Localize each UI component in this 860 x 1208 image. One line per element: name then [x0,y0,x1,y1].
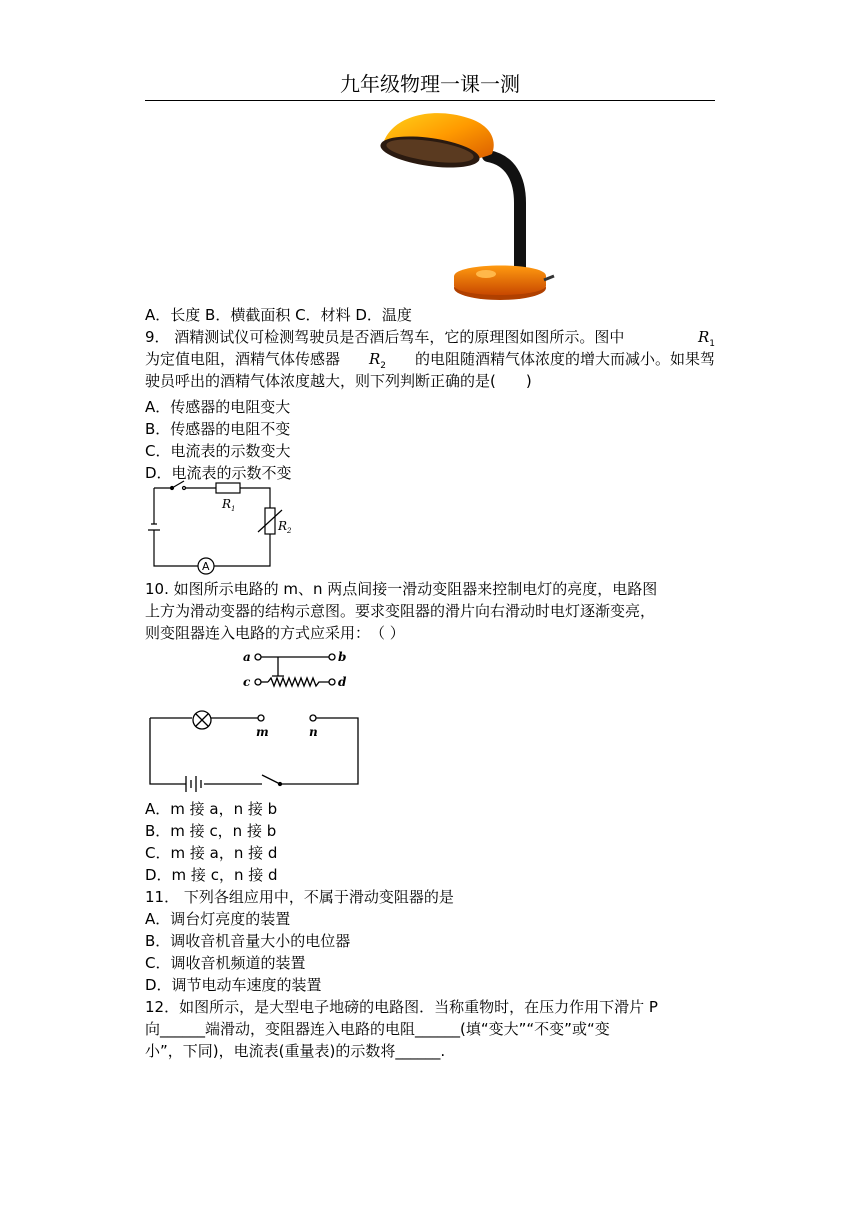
r1-resistor [216,483,240,493]
q11-option-b: B．调收音机音量大小的电位器 [145,932,351,950]
q10-option-d: D．m 接 c，n 接 d [145,866,278,884]
q9-stem-line3: 驶员呼出的酒精气体浓度越大，则下列判断正确的是( ) [145,372,532,390]
q10-stem-line1: 10. 如图所示电路的 m、n 两点间接一滑动变阻器来控制电灯的亮度，电路图 [145,580,658,598]
q11-option-a: A．调台灯亮度的装置 [145,910,291,928]
q9-option-d: D．电流表的示数不变 [145,464,292,482]
terminal-c-label: c [243,675,251,689]
q9-option-b: B．传感器的电阻不变 [145,420,291,438]
q10-circuit-diagram [144,702,366,794]
q9-stem-text: 9． 酒精测试仪可检测驾驶员是否酒后驾车，它的原理图如图所示。图中 [145,328,625,346]
q11-option-c: C．调收音机频道的装置 [145,954,306,972]
desk-lamp-image [370,108,560,306]
q12-stem-line3: 小”，下同)，电流表(重量表)的示数将______. [145,1042,446,1060]
q9-r2-symbol: $R_2$ [368,350,387,371]
q11-option-d: D．调节电动车速度的装置 [145,976,322,994]
q8-options: A．长度 B．横截面积 C．材料 D．温度 [145,306,412,324]
r1-label: $R_1$ [222,497,236,513]
terminal-b-label: b [338,650,347,664]
q10-stem-line2: 上方为滑动变器的结构示意图。要求变阻器的滑片向右滑动时电灯逐渐变亮， [145,602,656,620]
q9-stem-text-2b: 的电阻随酒精气体浓度的增大而减小。如果驾 [414,350,715,368]
q10-rheostat-diagram [238,646,358,694]
q11-stem: 11． 下列各组应用中，不属于滑动变阻器的是 [145,888,454,906]
switch-symbol [262,775,280,784]
q9-option-c: C．电流表的示数变大 [145,442,291,460]
q10-option-c: C．m 接 a，n 接 d [145,844,278,862]
q9-option-a: A．传感器的电阻变大 [145,398,291,416]
q12-stem-line1: 12．如图所示，是大型电子地磅的电路图．当称重物时，在压力作用下滑片 P [145,998,658,1016]
q9-r1-symbol: $R_1$ [697,328,715,349]
q9-stem-text-2a: 为定值电阻，酒精气体传感器 [145,350,341,368]
page-title: 九年级物理一课一测 [340,72,520,96]
page-header [145,68,715,101]
terminal-m-label: m [256,725,269,739]
slider-arm [272,657,284,676]
terminal-a-label: a [243,650,251,664]
battery-symbol [148,524,160,530]
ammeter-label: A [202,560,210,573]
terminal-n-label: n [309,725,318,739]
resistance-coil [268,678,329,686]
q10-stem-line3: 则变阻器连入电路的方式应采用： （ ） [145,624,405,642]
q12-stem-line2: 向______端滑动，变阻器连入电路的电阻______(填“变大”“不变”或“变 [145,1020,610,1038]
q10-option-b: B．m 接 c，n 接 b [145,822,277,840]
terminal-d-label: d [338,675,347,689]
q9-circuit-diagram [144,478,304,576]
q10-option-a: A．m 接 a，n 接 b [145,800,278,818]
r2-label: $R_2$ [278,519,292,535]
battery-symbol [186,776,201,792]
